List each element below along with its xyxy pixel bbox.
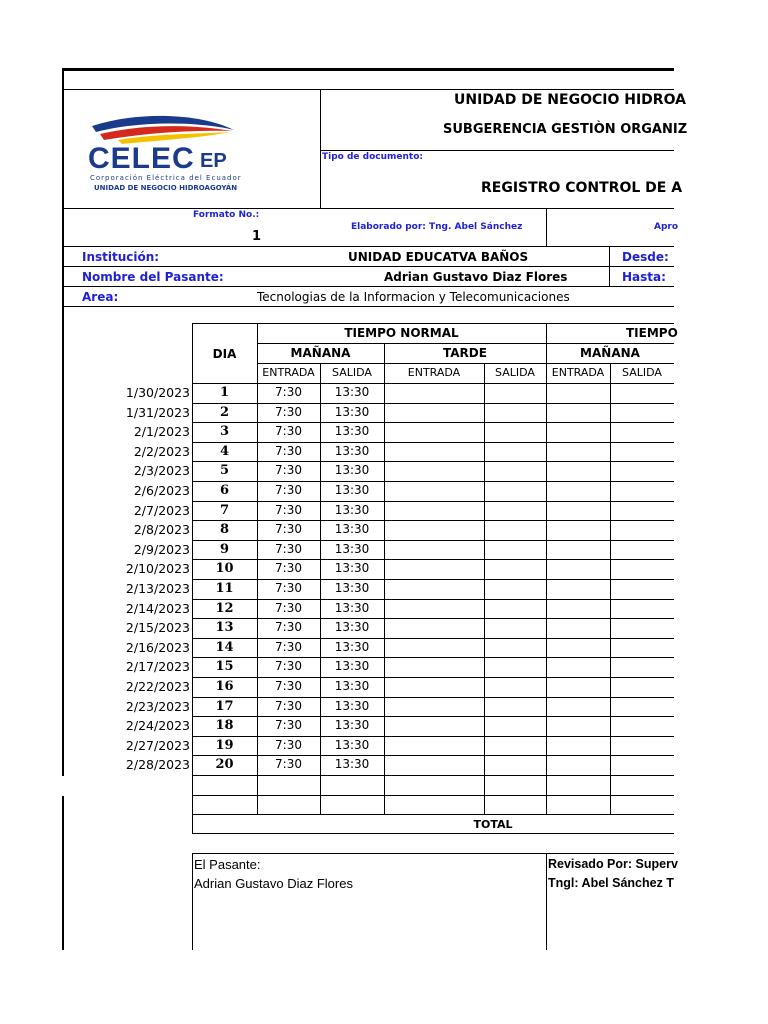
elaborado-label: Elaborado por: Tng. Abel Sánchez [351,222,523,232]
footer-line [192,853,674,854]
tarde-header: TARDE [443,346,487,360]
header-line [320,150,674,151]
table-row [0,481,768,501]
desde-label: Desde: [622,250,669,264]
row-dia: 19 [215,737,234,753]
revisado-label: Revisado Por: Superv [548,857,678,871]
logo-brand: CELEC [88,142,195,175]
row-date: 2/14/2023 [125,600,190,616]
footer-divider [192,853,193,950]
formato-value: 1 [252,229,262,244]
dia-header: DIA [212,347,237,361]
info-line [62,266,674,267]
row-entrada: 7:30 [275,600,302,615]
row-dia: 10 [215,561,234,577]
row-date: 2/3/2023 [133,463,190,479]
top-border [62,68,674,71]
revisado-name: Tngl: Abel Sánchez T [548,876,674,890]
area-label: Area: [82,290,119,304]
table-row [0,579,768,599]
row-dia: 3 [219,424,230,440]
logo-unit: UNIDAD DE NEGOCIO HIDROAGOYÁN [94,184,238,192]
table-row [0,599,768,619]
row-dia: 6 [219,483,230,498]
table-row [0,716,768,736]
row-entrada: 7:30 [275,737,302,752]
row-date: 2/1/2023 [133,424,190,440]
row-dia: 16 [215,679,234,694]
entrada-header: ENTRADA [407,366,461,379]
row-dia: 1 [219,385,230,400]
row-date: 2/17/2023 [125,659,190,675]
table-line [192,833,674,834]
formato-label: Formato No.: [193,210,260,220]
logo-suffix: EP [200,150,227,172]
salida-header: SALIDA [495,366,535,379]
area-value: Tecnologias de la Informacion y Telecomunicaciones [257,290,570,304]
row-date: 1/31/2023 [125,404,190,420]
row-entrada: 7:30 [275,502,302,517]
row-salida: 13:30 [334,483,370,497]
pasante-sign-name: Adrian Gustavo Diaz Flores [194,876,353,891]
institucion-value: UNIDAD EDUCATVA BAÑOS [348,250,529,264]
row-salida: 13:30 [334,385,370,399]
row-salida: 13:30 [334,561,370,576]
row-date: 2/16/2023 [125,639,190,655]
row-date: 2/7/2023 [133,502,190,518]
row-entrada: 7:30 [275,757,302,772]
row-dia: 13 [215,620,234,636]
total-label: TOTAL [473,818,513,831]
row-dia: 14 [215,639,234,655]
row-dia: 9 [219,541,230,557]
table-line [192,814,674,815]
row-entrada: 7:30 [275,404,302,419]
row-dia: 2 [219,404,230,420]
info-line [62,306,674,307]
table-row [0,736,768,756]
entrada-header: ENTRADA [262,366,315,379]
salida-header: SALIDA [622,366,662,379]
row-salida: 13:30 [334,522,370,537]
row-dia: 15 [215,659,234,675]
row-salida: 13:30 [334,581,370,595]
row-entrada: 7:30 [275,385,302,399]
table-row [0,383,768,403]
row-entrada: 7:30 [275,522,302,537]
left-border-bottom [62,796,64,950]
row-date: 2/9/2023 [133,541,190,557]
row-salida: 13:30 [334,698,370,713]
row-date: 1/30/2023 [125,385,190,400]
info-divider [609,246,610,286]
table-line [192,323,674,324]
row-salida: 13:30 [334,463,370,478]
tipo-documento-label: Tipo de documento: [322,152,424,162]
row-date: 2/28/2023 [125,757,190,773]
tiempo-extra-header: TIEMPO [626,326,678,340]
row-salida: 13:30 [334,424,370,439]
registro-title: REGISTRO CONTROL DE A [481,180,683,196]
salida-header: SALIDA [332,366,372,379]
table-row [0,559,768,579]
row-entrada: 7:30 [275,424,302,439]
header-line [62,246,674,247]
row-date: 2/22/2023 [125,679,190,694]
header-line [62,89,674,90]
row-dia: 12 [215,600,234,616]
table-row [0,755,768,775]
logo-tagline: Corporación Eléctrica del Ecuador [90,174,242,182]
row-salida: 13:30 [334,443,370,458]
table-line [192,775,674,776]
row-entrada: 7:30 [275,639,302,654]
row-date: 2/15/2023 [125,620,190,636]
row-date: 2/8/2023 [133,522,190,538]
row-date: 2/13/2023 [125,581,190,596]
table-line [192,795,674,796]
row-salida: 13:30 [334,718,370,733]
table-row [0,442,768,462]
row-salida: 13:30 [334,541,370,556]
institucion-label: Institución: [82,250,160,264]
row-dia: 7 [219,502,230,518]
row-entrada: 7:30 [275,541,302,556]
footer-divider [546,853,547,950]
row-entrada: 7:30 [275,659,302,674]
table-row [0,618,768,638]
row-entrada: 7:30 [275,679,302,693]
table-row [0,501,768,521]
info-line [62,286,674,287]
row-salida: 13:30 [334,404,370,419]
row-entrada: 7:30 [275,443,302,458]
row-date: 2/27/2023 [125,737,190,753]
celec-logo [82,100,242,198]
row-salida: 13:30 [334,659,370,674]
manana-header: MAÑANA [290,346,351,360]
row-entrada: 7:30 [275,698,302,713]
row-salida: 13:30 [334,600,370,615]
subgerencia-title: SUBGERENCIA GESTIÒN ORGANIZ [443,122,688,137]
header-divider [320,89,321,208]
table-row [0,461,768,481]
pasante-label: Nombre del Pasante: [82,270,224,284]
hasta-label: Hasta: [622,270,666,284]
header-line [62,208,674,209]
row-date: 2/23/2023 [125,698,190,714]
row-salida: 13:30 [334,620,370,635]
row-salida: 13:30 [334,679,370,693]
row-entrada: 7:30 [275,561,302,576]
table-row [0,403,768,423]
row-date: 2/6/2023 [133,483,190,498]
aprobado-label: Apro [654,222,679,232]
row-salida: 13:30 [334,502,370,517]
row-entrada: 7:30 [275,463,302,478]
entrada-header: ENTRADA [551,366,605,379]
table-row [0,638,768,658]
row-dia: 11 [215,581,234,596]
row-dia: 18 [215,718,234,734]
row-dia: 8 [219,522,230,538]
row-salida: 13:30 [334,757,370,772]
row-date: 2/24/2023 [125,718,190,734]
row-date: 2/2/2023 [133,443,190,459]
table-row [0,657,768,677]
manana2-header: MAÑANA [580,346,640,360]
row-entrada: 7:30 [275,483,302,497]
row-salida: 13:30 [334,639,370,654]
pasante-value: Adrian Gustavo Diaz Flores [384,270,568,284]
row-salida: 13:30 [334,737,370,752]
unit-title: UNIDAD DE NEGOCIO HIDROA [454,92,686,108]
row-date: 2/10/2023 [125,561,190,577]
row-dia: 17 [215,698,234,714]
header-divider [546,208,547,246]
table-row [0,422,768,442]
tiempo-normal-header: TIEMPO NORMAL [344,326,459,340]
row-dia: 5 [219,463,230,479]
row-entrada: 7:30 [275,718,302,733]
pasante-sign-label: El Pasante: [194,857,261,872]
row-entrada: 7:30 [275,581,302,595]
row-dia: 20 [215,757,234,773]
table-row [0,677,768,697]
table-row [0,520,768,540]
table-row [0,697,768,717]
row-entrada: 7:30 [275,620,302,635]
table-row [0,540,768,560]
table-line [257,343,674,344]
row-dia: 4 [219,443,230,459]
